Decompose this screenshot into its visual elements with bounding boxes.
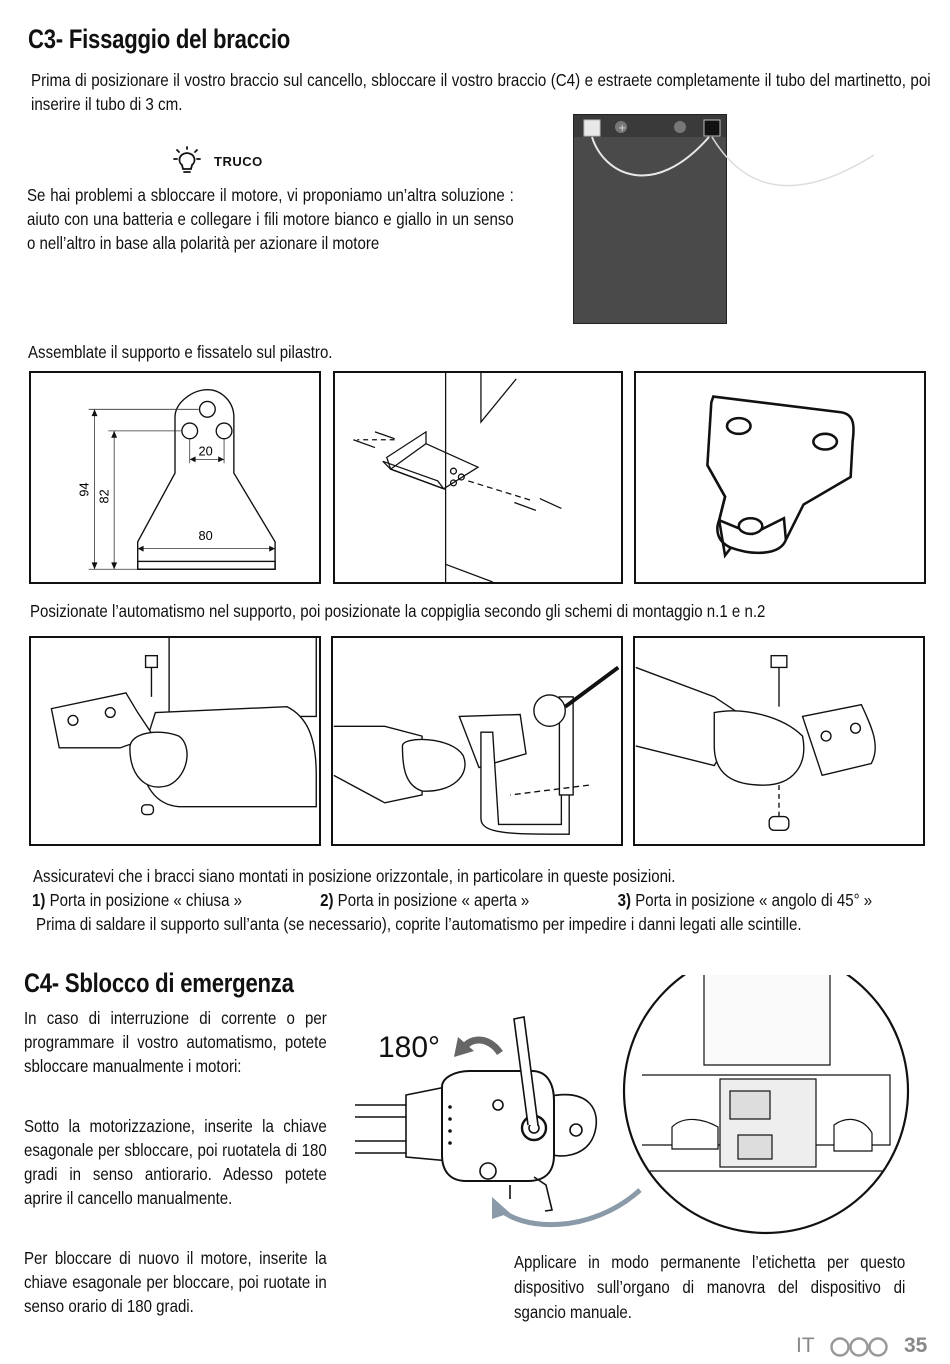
position-text: Posizionate l’automatismo nel supporto, poi posizionate la coppiglia secondo gli schemi di montaggio n.1 e n.2 (30, 601, 766, 621)
section-title-c3: C3- Fissaggio del braccio (28, 24, 291, 54)
tip-text: Se hai problemi a sbloccare il motore, vi proponiamo un’altra soluzione : aiuto con una batteria e collegare i fili motore bianco e giallo in un senso o nell’altro in base alla polarità per azionare il motore (27, 185, 514, 253)
page-footer (796, 1332, 936, 1362)
c4-para3: Per bloccare di nuovo il motore, inserite la chiave esagonale per bloccare, poi ruotate in senso orario di 180 gradi. (24, 1248, 327, 1316)
bracket-dimension-drawing (29, 371, 321, 584)
actuator-mounting-photo-1 (29, 636, 321, 846)
battery-photo (573, 114, 727, 324)
dim-94: 94 (76, 482, 92, 497)
dim-80: 80 (198, 527, 213, 543)
actuator-mounting-photo-2 (331, 636, 623, 846)
page-number: 35 (904, 1334, 928, 1357)
dim-20: 20 (198, 443, 213, 459)
brand-logo-icon (828, 1335, 890, 1359)
svg-text:+: + (618, 123, 627, 134)
dim-82: 82 (96, 489, 112, 504)
bracket-mounting-drawing (333, 371, 623, 584)
c3-intro: Prima di posizionare il vostro braccio sul cancello, sbloccare il vostro braccio (C4) e estraete completamente il tubo del martinetto, poi inserire il tubo di 3 cm. (31, 70, 931, 114)
footer-lang: IT (796, 1334, 815, 1357)
position-item-2: 2) Porta in posizione « aperta » (320, 890, 530, 910)
assemble-text: Assemblate il supporto e fissatelo sul pilastro. (28, 342, 333, 362)
emergency-release-illustration (350, 975, 930, 1250)
angle-label: 180° (378, 1031, 441, 1064)
tip-label: TRUCO (214, 154, 263, 169)
c4-para2: Sotto la motorizzazione, inserite la chiave esagonale per sbloccare, poi ruotatela di 180 gradi in senso antiorario. Adesso potete aprire il cancello manualmente. (24, 1116, 327, 1208)
position-item-1: 1) Porta in posizione « chiusa » (32, 890, 243, 910)
section-title-c4: C4- Sblocco di emergenza (24, 968, 294, 998)
tip-header (170, 145, 280, 179)
ensure-text: Assicuratevi che i bracci siano montati in posizione orizzontale, in particolare in queste posizioni. (33, 866, 676, 886)
c4-para1: In caso di interruzione di corrente o per programmare il vostro automatismo, potete sbloccare manualmente i motori: (24, 1008, 327, 1076)
actuator-mounting-photo-3 (633, 636, 925, 846)
label-instruction: Applicare in modo permanente l’etichetta per questo dispositivo sull’organo di manovra del dispositivo di sgancio manuale. (514, 1252, 906, 1322)
warning-text: Prima di saldare il supporto sull’anta (se necessario), coprite l’automatismo per impedire i danni legati alle scintille. (36, 914, 802, 934)
bracket-3d-drawing (634, 371, 926, 584)
positions-list (32, 888, 926, 912)
position-item-3: 3) Porta in posizione « angolo di 45° » (617, 890, 873, 910)
lightbulb-icon (170, 145, 204, 179)
